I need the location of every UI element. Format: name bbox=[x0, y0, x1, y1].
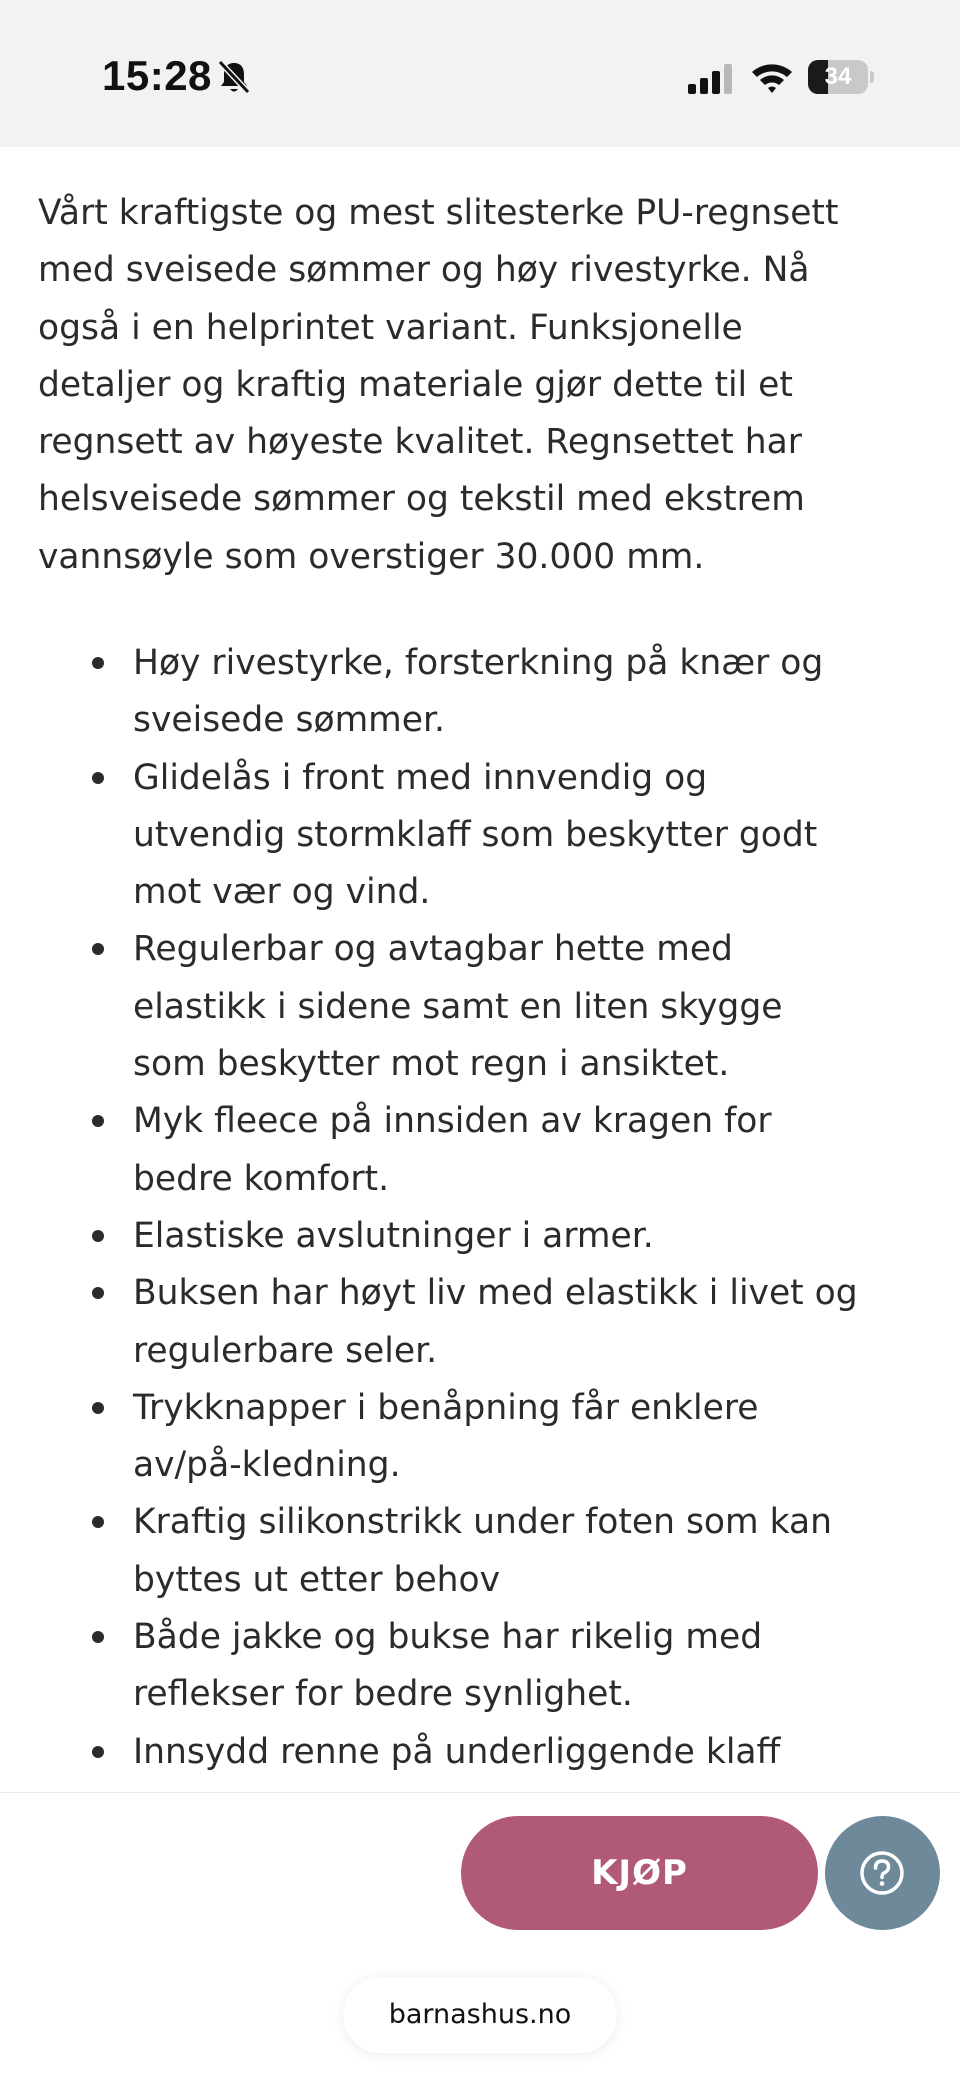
bullet-icon bbox=[92, 1287, 104, 1299]
bullet-icon bbox=[92, 657, 104, 669]
description-line: regnsett av høyeste kvalitet. Regnsettet har bbox=[38, 422, 802, 463]
feature-item bbox=[0, 1208, 960, 1265]
description-line: detaljer og kraftig materiale gjør dette til et bbox=[38, 364, 793, 405]
feature-text: Myk fleece på innsiden av kragen for bbox=[133, 1101, 772, 1142]
feature-text: Kraftig silikonstrikk under foten som kan bbox=[133, 1502, 832, 1543]
feature-item bbox=[0, 1265, 960, 1380]
feature-text: Både jakke og bukse har rikelig med bbox=[133, 1617, 763, 1658]
product-description bbox=[0, 147, 960, 1792]
feature-text: Buksen har høyt liv med elastikk i livet og bbox=[133, 1273, 858, 1314]
feature-text: mot vær og vind. bbox=[133, 872, 431, 913]
feature-item bbox=[0, 1380, 960, 1495]
feature-item bbox=[0, 921, 960, 1093]
description-line: helsveisede sømmer og tekstil med ekstrem bbox=[38, 479, 805, 520]
bullet-icon bbox=[92, 1230, 104, 1242]
bullet-icon bbox=[92, 1516, 104, 1528]
status-time: 15:28 bbox=[102, 52, 212, 99]
feature-text: elastikk i sidene samt en liten skygge bbox=[133, 986, 783, 1027]
feature-text: Høy rivestyrke, forsterkning på knær og bbox=[133, 643, 824, 683]
battery-level: 34 bbox=[824, 63, 852, 90]
battery-icon bbox=[808, 60, 874, 94]
bullet-icon bbox=[92, 1115, 104, 1127]
description-line: vannsøyle som overstiger 30.000 mm. bbox=[38, 536, 705, 577]
feature-item bbox=[0, 1494, 960, 1609]
feature-list bbox=[0, 635, 960, 1781]
description-line: med sveisede sømmer og høy rivestyrke. Nå bbox=[38, 250, 810, 291]
feature-text: Regulerbar og avtagbar hette med bbox=[133, 929, 733, 970]
feature-text: Innsydd renne på underliggende klaff bbox=[133, 1731, 781, 1772]
feature-text: som beskytter mot regn i ansiktet. bbox=[133, 1044, 730, 1085]
bullet-icon bbox=[92, 1631, 104, 1643]
description-paragraph bbox=[38, 185, 928, 586]
feature-item bbox=[0, 1093, 960, 1208]
feature-text: Glidelås i front med innvendig og bbox=[133, 757, 708, 798]
bullet-icon bbox=[92, 772, 104, 784]
signal-icon bbox=[686, 62, 734, 94]
bottom-action-bar bbox=[0, 1792, 960, 2087]
feature-item bbox=[0, 750, 960, 922]
feature-item bbox=[0, 1724, 960, 1781]
description-line: Vårt kraftigste og mest slitesterke PU-regnsett bbox=[38, 193, 839, 233]
feature-item bbox=[0, 635, 960, 750]
feature-item bbox=[0, 1609, 960, 1724]
feature-text: Elastiske avslutninger i armer. bbox=[133, 1215, 654, 1256]
help-button[interactable] bbox=[825, 1816, 940, 1930]
site-domain[interactable]: barnashus.no bbox=[343, 1977, 617, 2053]
feature-text: reflekser for bedre synlighet. bbox=[133, 1674, 633, 1715]
bullet-icon bbox=[92, 1402, 104, 1414]
feature-text: Trykknapper i benåpning får enklere bbox=[133, 1387, 759, 1428]
feature-text: bedre komfort. bbox=[133, 1158, 390, 1199]
question-circle-icon bbox=[859, 1850, 905, 1896]
feature-text: av/på-kledning. bbox=[133, 1445, 401, 1486]
buy-button[interactable]: KJØP bbox=[461, 1816, 818, 1930]
feature-text: sveisede sømmer. bbox=[133, 700, 445, 741]
bullet-icon bbox=[92, 943, 104, 955]
feature-text: byttes ut etter behov bbox=[133, 1559, 501, 1600]
description-line: også i en helprintet variant. Funksjonelle bbox=[38, 307, 743, 348]
wifi-icon bbox=[750, 60, 794, 94]
feature-text: utvendig stormklaff som beskytter godt bbox=[133, 814, 818, 855]
bullet-icon bbox=[92, 1746, 104, 1758]
status-bar bbox=[0, 0, 960, 147]
bell-slash-icon bbox=[216, 58, 252, 96]
feature-text: regulerbare seler. bbox=[133, 1330, 438, 1371]
